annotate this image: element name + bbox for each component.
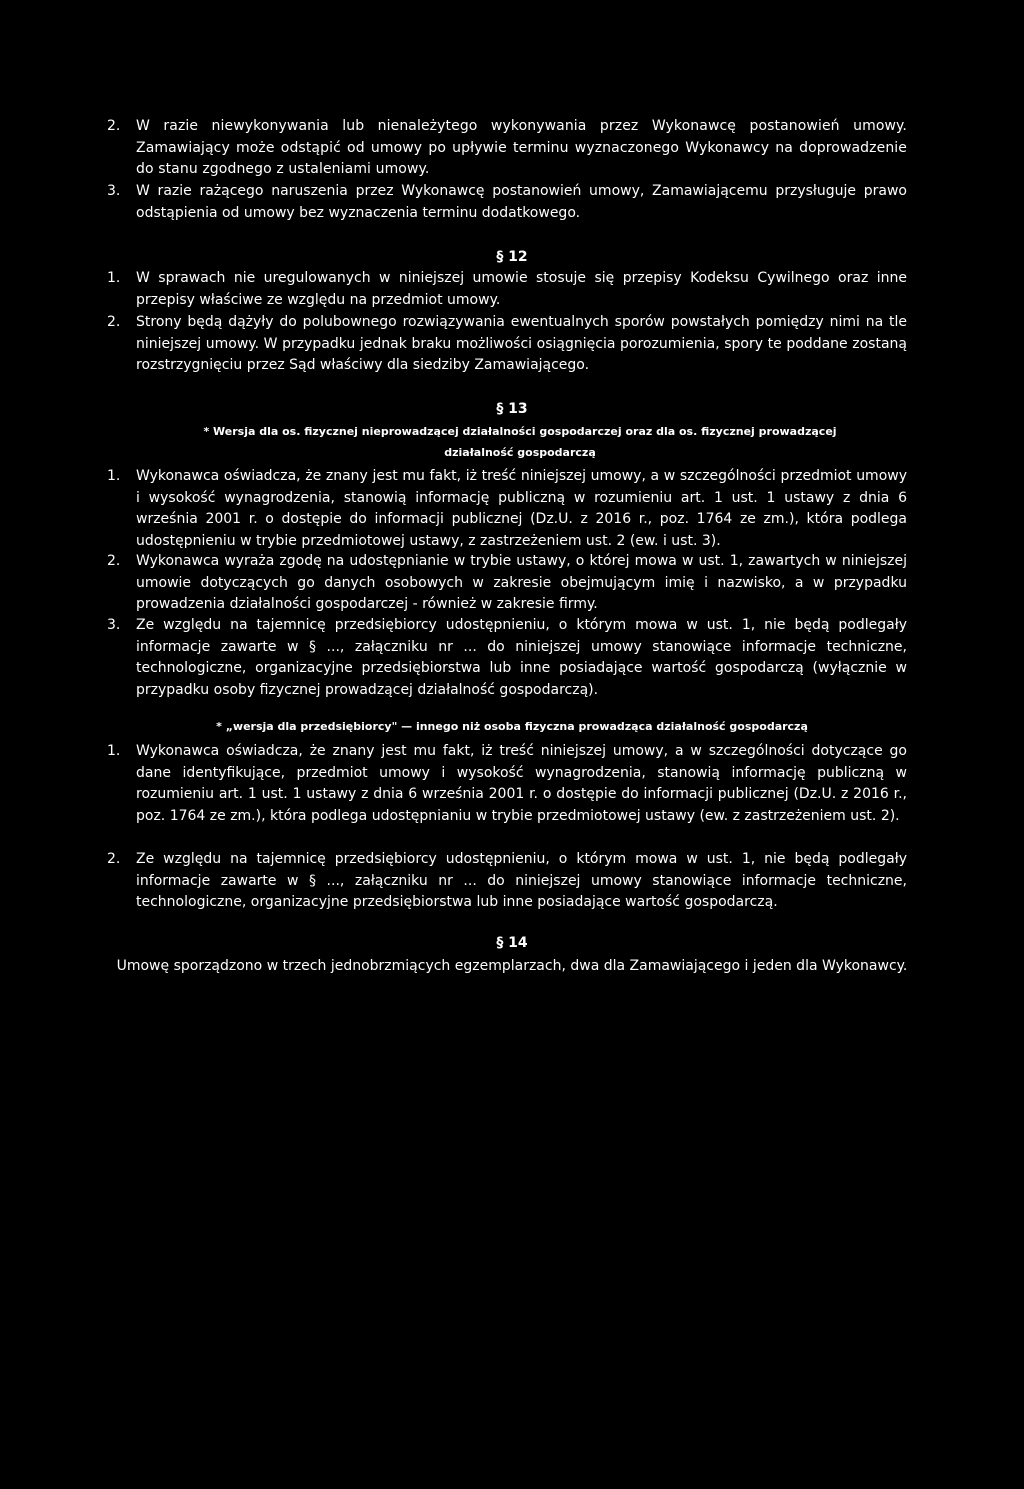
item-text: Wykonawca oświadcza, że znany jest mu fakt, iż treść niniejszej umowy, a w szczególności dotyczące go dane identyfikujące, przedmiot umowy i wysokość wynagrodzenia, stanowią informację publiczną w rozumieniu art. 1 ust. 1 ustawy z dnia 6 września 2001 r. o dostępie do informacji publicznej (Dz.U. z 2016 r., poz. 1764 ze zm.), która podlega udostępnianiu w trybie przedmiotowej ustawy (ew. z zastrzeżeniem ust. 2). — [136, 743, 907, 824]
item-text: Wykonawca oświadcza, że znany jest mu fakt, iż treść niniejszej umowy, a w szczególności przedmiot umowy i wysokość wynagrodzenia, stanowią informację publiczną w rozumieniu art. 1 ust. 1 ustawy z dnia 6 września 2001 r. o dostępie do informacji publicznej (Dz.U. z 2016 r., poz. 1764 ze zm.), która podlega udostępnieniu w trybie przedmiotowej ustawy, z zastrzeżeniem ust. 2 (ew. i ust. 3). — [136, 468, 907, 549]
item-number: 1. — [107, 270, 121, 286]
closing-paragraph: Umowę sporządzono w trzech jednobrzmiących egzemplarzach, dwa dla Zamawiającego i jeden dla Wykonawcy. — [116, 958, 908, 974]
s13-v1-item-3 — [107, 615, 907, 701]
item-text: W razie rażącego naruszenia przez Wykonawcę postanowień umowy, Zamawiającemu przysługuje prawo odstąpienia od umowy bez wyznaczenia terminu dodatkowego. — [136, 183, 907, 221]
variant-title-natural-person: * Wersja dla os. fizycznej nieprowadzącej działalności gospodarczej oraz dla os. fizycznej prowadzącej działalność gospodarczą — [203, 425, 837, 459]
item-text: W sprawach nie uregulowanych w niniejszej umowie stosuje się przepisy Kodeksu Cywilnego oraz inne przepisy właściwe ze względu na przedmiot umowy. — [136, 270, 907, 308]
item-text: W razie niewykonywania lub nienależytego wykonywania przez Wykonawcę postanowień umowy. Zamawiający może odstąpić od umowy po upływie terminu wyznaczonego Wykonawcy na doprowadzenie do stanu zgodnego z ustaleniami umowy. — [136, 118, 907, 177]
s13-v1-item-2 — [107, 551, 907, 616]
s13-v2-item-2 — [107, 849, 907, 914]
s13-v2-item-1 — [107, 741, 907, 827]
item-number: 2. — [107, 118, 121, 134]
s11-item-2 — [107, 116, 907, 181]
item-number: 3. — [107, 617, 121, 633]
item-number: 3. — [107, 183, 121, 199]
item-number: 2. — [107, 851, 121, 867]
item-text: Wykonawca wyraża zgodę na udostępnianie w trybie ustawy, o której mowa w ust. 1, zawartych w niniejszej umowie dotyczących go danych osobowych w zakresie obejmującym imię i nazwisko, a w przypadku prowadzenia działalności gospodarczej - również w zakresie firmy. — [136, 553, 907, 612]
section-heading-13: § 13 — [496, 401, 528, 417]
s12-item-2 — [107, 312, 907, 377]
section-heading-12: § 12 — [496, 249, 528, 265]
item-number: 2. — [107, 314, 121, 330]
s13-v1-item-1 — [107, 466, 907, 552]
item-text: Strony będą dążyły do polubownego rozwiązywania ewentualnych sporów powstałych pomiędzy nimi na tle niniejszej umowy. W przypadku jednak braku możliwości osiągnięcia porozumienia, spory te poddane zostaną rozstrzygnięciu przez Sąd właściwy dla siedziby Zamawiającego. — [136, 314, 907, 373]
item-number: 1. — [107, 743, 121, 759]
item-number: 1. — [107, 468, 121, 484]
item-number: 2. — [107, 553, 121, 569]
variant-title-entrepreneur: * „wersja dla przedsiębiorcy" — innego niż osoba fizyczna prowadząca działalność gospodarczą — [216, 720, 808, 733]
section-heading-14: § 14 — [496, 935, 528, 951]
s11-item-3 — [107, 181, 907, 224]
item-text: Ze względu na tajemnicę przedsiębiorcy udostępnieniu, o którym mowa w ust. 1, nie będą podlegały informacje zawarte w § ..., załączniku nr ... do niniejszej umowy stanowiące informacje techniczne, technologiczne, organizacyjne przedsiębiorstwa lub inne posiadające wartość gospodarczą (wyłącznie w przypadku osoby fizycznej prowadzącej działalność gospodarczą). — [136, 617, 907, 698]
s12-item-1 — [107, 268, 907, 311]
item-text: Ze względu na tajemnicę przedsiębiorcy udostępnieniu, o którym mowa w ust. 1, nie będą podlegały informacje zawarte w § ..., załączniku nr ... do niniejszej umowy stanowiące informacje techniczne, technologiczne, organizacyjne przedsiębiorstwa lub inne posiadające wartość gospodarczą. — [136, 851, 907, 910]
